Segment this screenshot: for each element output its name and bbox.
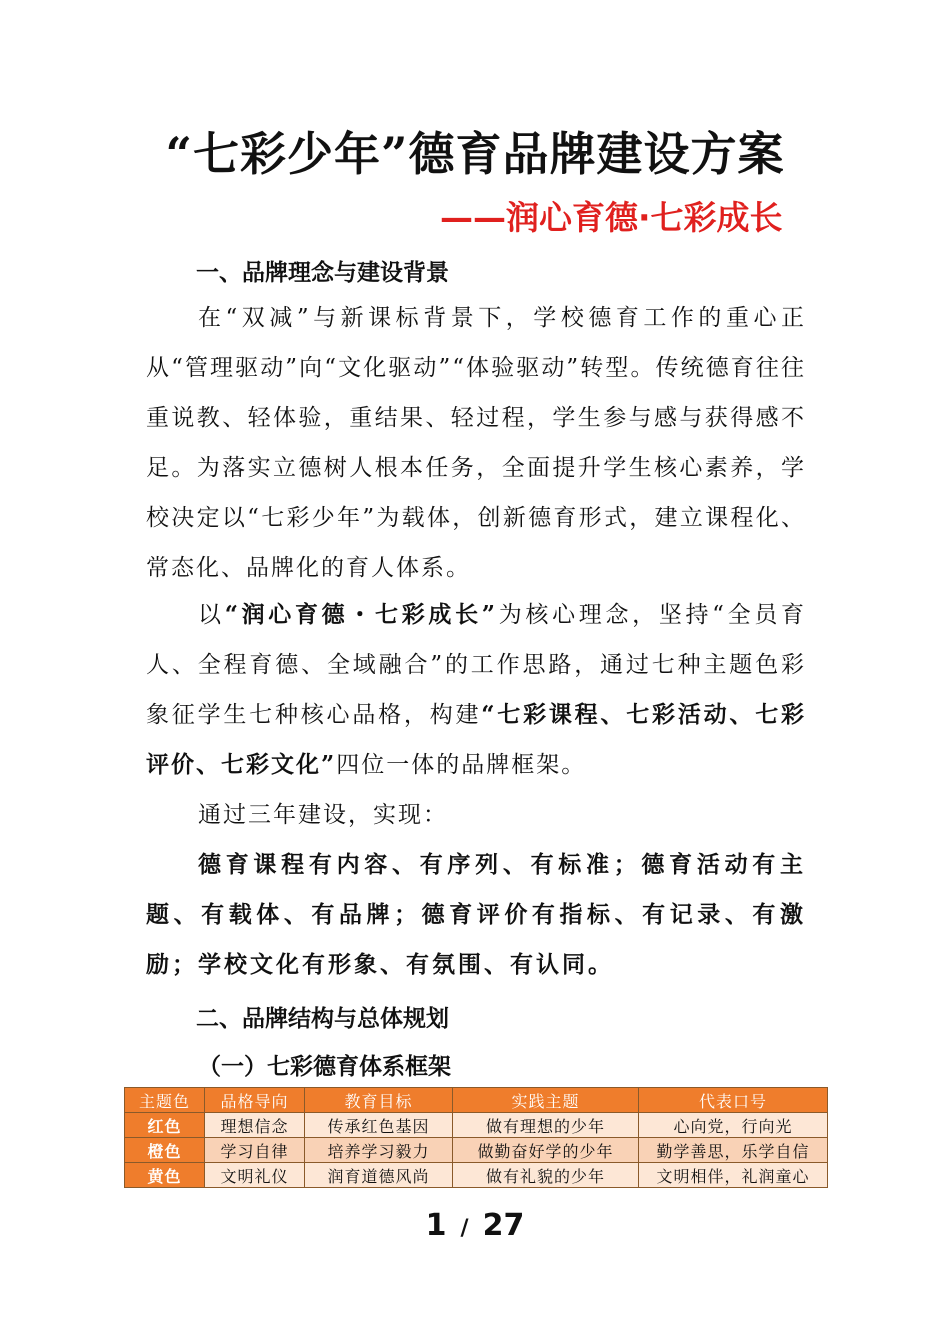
concept-body: 为核心理念，坚持“全员育人、全程育德、全域融合”的工作思路，通过七种主题色彩象征学生七种核心品格，构建 xyxy=(146,602,806,728)
section-1-heading: 一、品牌理念与建设背景 xyxy=(196,260,449,286)
header-character: 品格导向 xyxy=(205,1088,305,1113)
table-cell: 文明相伴，礼润童心 xyxy=(639,1163,828,1188)
subsection-1-heading: （一）七彩德育体系框架 xyxy=(198,1053,451,1080)
paragraph-goal-intro: 通过三年建设，实现： xyxy=(198,802,448,828)
table-row xyxy=(125,1163,828,1188)
table-cell: 润育道德风尚 xyxy=(305,1163,453,1188)
total-pages: 27 xyxy=(482,1208,525,1243)
table-header-row xyxy=(125,1088,828,1113)
seven-color-framework-table xyxy=(124,1087,828,1188)
table-cell: 心向党，行向光 xyxy=(639,1113,828,1138)
current-page: 1 xyxy=(425,1208,447,1243)
paragraph-goals: 德育课程有内容、有序列、有标准；德育活动有主题、有载体、有品牌；德育评价有指标、有记录、有激励；学校文化有形象、有氛围、有认同。 xyxy=(146,851,806,978)
core-concept: “润心育德・七彩成长” xyxy=(224,601,498,628)
section-2-heading: 二、品牌结构与总体规划 xyxy=(196,1006,449,1032)
table-cell: 做有礼貌的少年 xyxy=(453,1163,639,1188)
paragraph-concept xyxy=(146,590,806,790)
header-slogan: 代表口号 xyxy=(639,1088,828,1113)
concept-tail: 四位一体的品牌框架。 xyxy=(336,752,587,778)
table-cell: 培养学习毅力 xyxy=(305,1138,453,1163)
header-goal: 教育目标 xyxy=(305,1088,453,1113)
table-cell: 黄色 xyxy=(125,1163,205,1188)
table-cell: 做勤奋好学的少年 xyxy=(453,1138,639,1163)
table-cell: 学习自律 xyxy=(205,1138,305,1163)
table-cell: 传承红色基因 xyxy=(305,1113,453,1138)
table-row xyxy=(125,1113,828,1138)
paragraph-background: 在“双减”与新课标背景下，学校德育工作的重心正从“管理驱动”向“文化驱动”“体验驱动”转型。传统德育往往重说教、轻体验，重结果、轻过程，学生参与感与获得感不足。为落实立德树人根本任务，全面提升学生核心素养，学校决定以“七彩少年”为载体，创新德育形式，建立课程化、常态化、品牌化的育人体系。 xyxy=(146,305,806,581)
concept-lead: 以 xyxy=(198,602,225,628)
table-cell: 勤学善思，乐学自信 xyxy=(639,1138,828,1163)
table-cell: 红色 xyxy=(125,1113,205,1138)
document-subtitle: ——润心育德·七彩成长 xyxy=(440,198,783,237)
page-number xyxy=(0,1208,950,1243)
header-practice-theme: 实践主题 xyxy=(453,1088,639,1113)
table-cell: 理想信念 xyxy=(205,1113,305,1138)
header-theme-color: 主题色 xyxy=(125,1088,205,1113)
table-cell: 橙色 xyxy=(125,1138,205,1163)
table-cell: 文明礼仪 xyxy=(205,1163,305,1188)
page-separator: / xyxy=(460,1216,469,1241)
document-title: “七彩少年”德育品牌建设方案 xyxy=(165,127,785,181)
four-in-one-framework: “七彩课程、七彩活动、七彩评价、七彩文化” xyxy=(146,701,806,778)
table-row xyxy=(125,1138,828,1163)
table-cell: 做有理想的少年 xyxy=(453,1113,639,1138)
